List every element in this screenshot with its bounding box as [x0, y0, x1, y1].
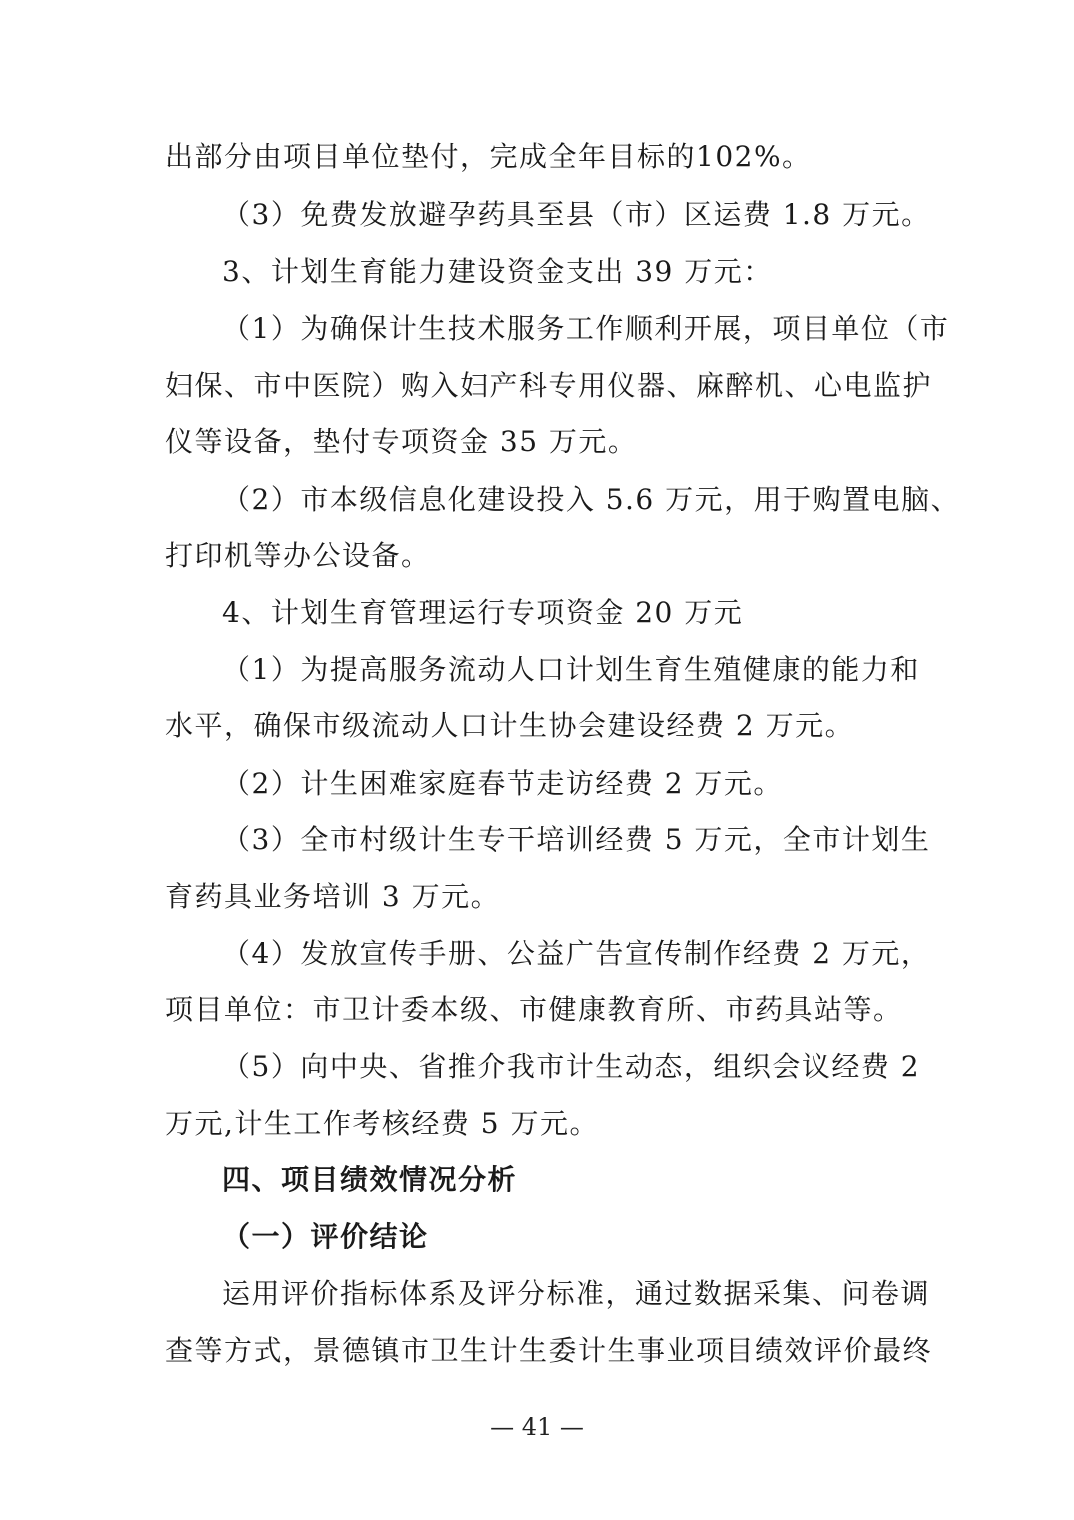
text-line: （5）向中央、省推介我市计生动态，组织会议经费 2: [222, 1050, 921, 1083]
text-line: 项目单位：市卫计委本级、市健康教育所、市药具站等。: [165, 993, 903, 1026]
text-line: 运用评价指标体系及评分标准，通过数据采集、问卷调: [222, 1277, 931, 1310]
text-line: 3、计划生育能力建设资金支出 39 万元：: [222, 255, 773, 288]
text-line: 出部分由项目单位垫付，完成全年目标的102%。: [165, 140, 812, 173]
text-line: 4、计划生育管理运行专项资金 20 万元: [222, 596, 744, 629]
text-line: 查等方式，景德镇市卫生计生委计生事业项目绩效评价最终: [165, 1334, 933, 1367]
text-line: 育药具业务培训 3 万元。: [165, 880, 501, 913]
text-line: 万元,计生工作考核经费 5 万元。: [165, 1107, 600, 1140]
text-line: （1）为确保计生技术服务工作顺利开展，项目单位（市: [222, 312, 950, 345]
section-heading: 四、项目绩效情况分析: [222, 1163, 518, 1196]
text-line: （3）全市村级计生专干培训经费 5 万元，全市计划生: [222, 823, 931, 856]
text-line: 仪等设备，垫付专项资金 35 万元。: [165, 425, 638, 458]
text-line: （2）市本级信息化建设投入 5.6 万元，用于购置电脑、: [222, 483, 961, 516]
text-line: （4）发放宣传手册、公益广告宣传制作经费 2 万元，: [222, 937, 931, 970]
text-line: （2）计生困难家庭春节走访经费 2 万元。: [222, 767, 783, 800]
page-number: — 41 —: [490, 1413, 584, 1441]
text-line: 妇保、市中医院）购入妇产科专用仪器、麻醉机、心电监护: [165, 369, 933, 402]
text-line: 打印机等办公设备。: [165, 539, 431, 572]
text-line: （3）免费发放避孕药具至县（市）区运费 1.8 万元。: [222, 198, 931, 231]
subsection-heading: （一）评价结论: [222, 1220, 429, 1253]
text-line: 水平，确保市级流动人口计生协会建设经费 2 万元。: [165, 709, 855, 742]
text-line: （1）为提高服务流动人口计划生育生殖健康的能力和: [222, 653, 920, 686]
